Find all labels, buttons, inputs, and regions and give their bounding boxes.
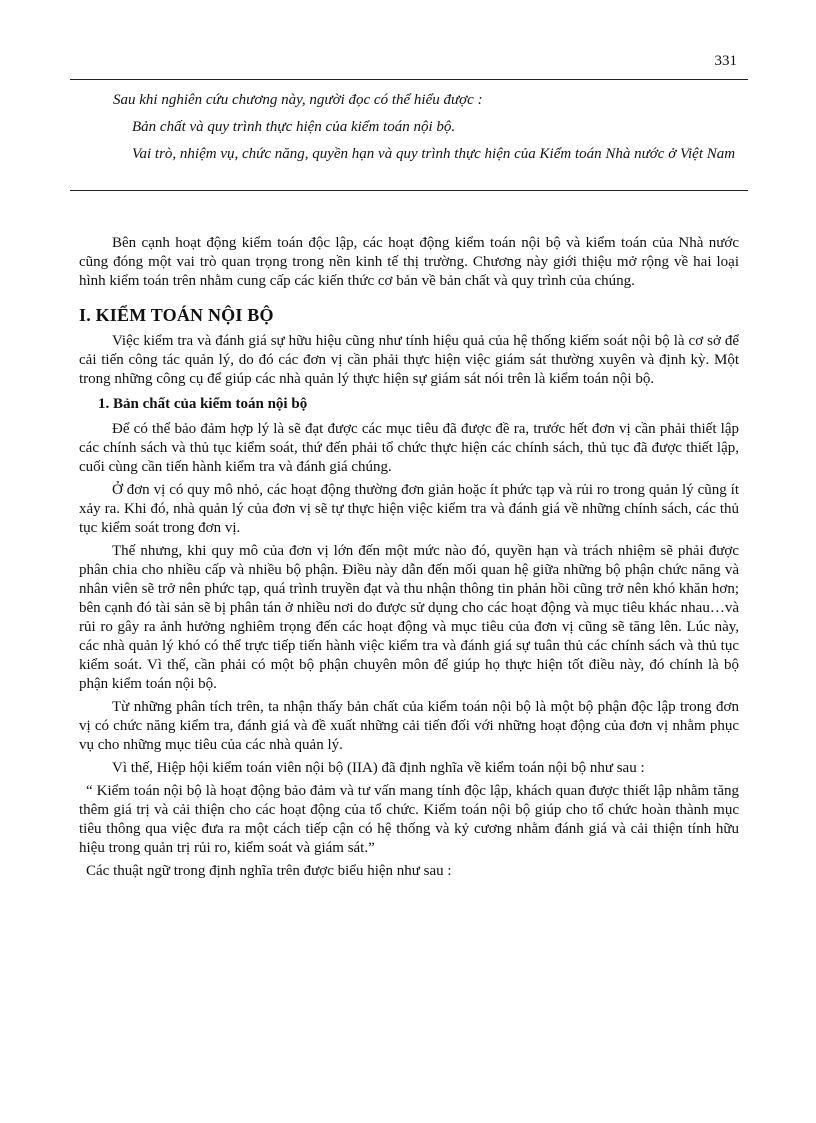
top-divider <box>70 79 748 80</box>
subsection-heading: 1. Bản chất của kiểm toán nội bộ <box>98 396 308 412</box>
objectives-intro: Sau khi nghiên cứu chương này, người đọc có thể hiểu được : <box>113 92 483 108</box>
definition-quote: “ Kiểm toán nội bộ là hoạt động bảo đảm và tư vấn mang tính độc lập, khách quan được thiết lập nhằm tăng thêm giá trị và cải thiện cho các hoạt động của tổ chức. Kiểm toán nội bộ giúp cho tổ chức hoàn thành mục tiêu thông qua việc đưa ra một cách tiếp cận có hệ thống và kỷ cương nhằm đánh giá và cải thiện tính hữu hiệu trong quản trị rủi ro, kiểm soát và giám sát.” <box>79 783 739 856</box>
page-number: 331 <box>714 53 737 69</box>
closing-paragraph: Các thuật ngữ trong định nghĩa trên được biểu hiện như sau : <box>86 863 452 879</box>
objective-item: Vai trò, nhiệm vụ, chức năng, quyền hạn và quy trình thực hiện của Kiểm toán Nhà nước ở Việt Nam <box>132 146 736 162</box>
bottom-divider <box>70 190 748 191</box>
document-body <box>79 234 739 885</box>
chapter-objectives <box>113 91 743 172</box>
body-paragraph: Ở đơn vị có quy mô nhỏ, các hoạt động thường đơn giản hoặc ít phức tạp và rủi ro trong quản lý cũng ít xảy ra. Khi đó, nhà quản lý của đơn vị sẽ tự thực hiện việc kiểm tra và đánh giá về những chính sách, các thủ tục kiểm soát trong đơn vị. <box>79 482 739 536</box>
section-heading: I. KIỂM TOÁN NỘI BỘ <box>79 305 274 325</box>
section-paragraph: Việc kiểm tra và đánh giá sự hữu hiệu cũng như tính hiệu quả của hệ thống kiểm soát nội bộ là cơ sở để cải tiến công tác quản lý, do đó các đơn vị cần phải thực hiện việc giám sát thường xuyên và định kỳ. Một trong những công cụ để giúp các nhà quản lý thực hiện sự giám sát nói trên là kiểm toán nội bộ. <box>79 333 739 387</box>
intro-paragraph: Bên cạnh hoạt động kiểm toán độc lập, các hoạt động kiểm toán nội bộ và kiểm toán của Nhà nước cũng đóng một vai trò quan trọng trong nền kinh tế thị trường. Chương này giới thiệu mở rộng về hai loại hình kiểm toán trên nhằm cung cấp các kiến thức cơ bản về bản chất và quy trình của chúng. <box>79 235 739 289</box>
body-paragraph: Thế nhưng, khi quy mô của đơn vị lớn đến một mức nào đó, quyền hạn và trách nhiệm sẽ phải được phân chia cho nhiều cấp và nhiều bộ phận. Điều này dẫn đến mối quan hệ giữa những bộ phận chức năng và nhân viên sẽ trở nên phức tạp, quá trình truyền đạt và thu nhận thông tin phản hồi cũng trở nên khó khăn hơn; bên cạnh đó tài sản sẽ bị phân tán ở nhiều nơi do được sử dụng cho các hoạt động và mục tiêu khác nhau…và rủi ro gây ra ảnh hưởng nghiêm trọng đến các hoạt động và mục tiêu của đơn vị cũng sẽ tăng lên. Lúc này, các nhà quản lý khó có thể trực tiếp tiến hành việc kiểm tra và đánh giá sự tuân thủ các chính sách và thủ tục kiểm soát. Vì thế, cần phải có một bộ phận chuyên môn để giúp họ thực hiện tốt điều này, đó chính là bộ phận kiểm toán nội bộ. <box>79 543 739 692</box>
body-paragraph: Để có thể bảo đảm hợp lý là sẽ đạt được các mục tiêu đã được đề ra, trước hết đơn vị cần phải thiết lập các chính sách và thủ tục kiểm soát, thứ đến phải tổ chức thực hiện các chính sách, thủ tục đã được thiết lập, cuối cùng cần tiến hành kiểm tra và đánh giá chúng. <box>79 421 739 475</box>
body-paragraph: Từ những phân tích trên, ta nhận thấy bản chất của kiểm toán nội bộ là một bộ phận độc lập trong đơn vị có chức năng kiểm tra, đánh giá và đề xuất những cải tiến đối với những hoạt động của đơn vị nhằm phục vụ cho những mục tiêu của các nhà quản lý. <box>79 699 739 753</box>
objective-item: Bản chất và quy trình thực hiện của kiểm toán nội bộ. <box>132 119 456 135</box>
body-paragraph: Vì thế, Hiệp hội kiểm toán viên nội bộ (IIA) đã định nghĩa về kiểm toán nội bộ như sau : <box>112 760 645 776</box>
